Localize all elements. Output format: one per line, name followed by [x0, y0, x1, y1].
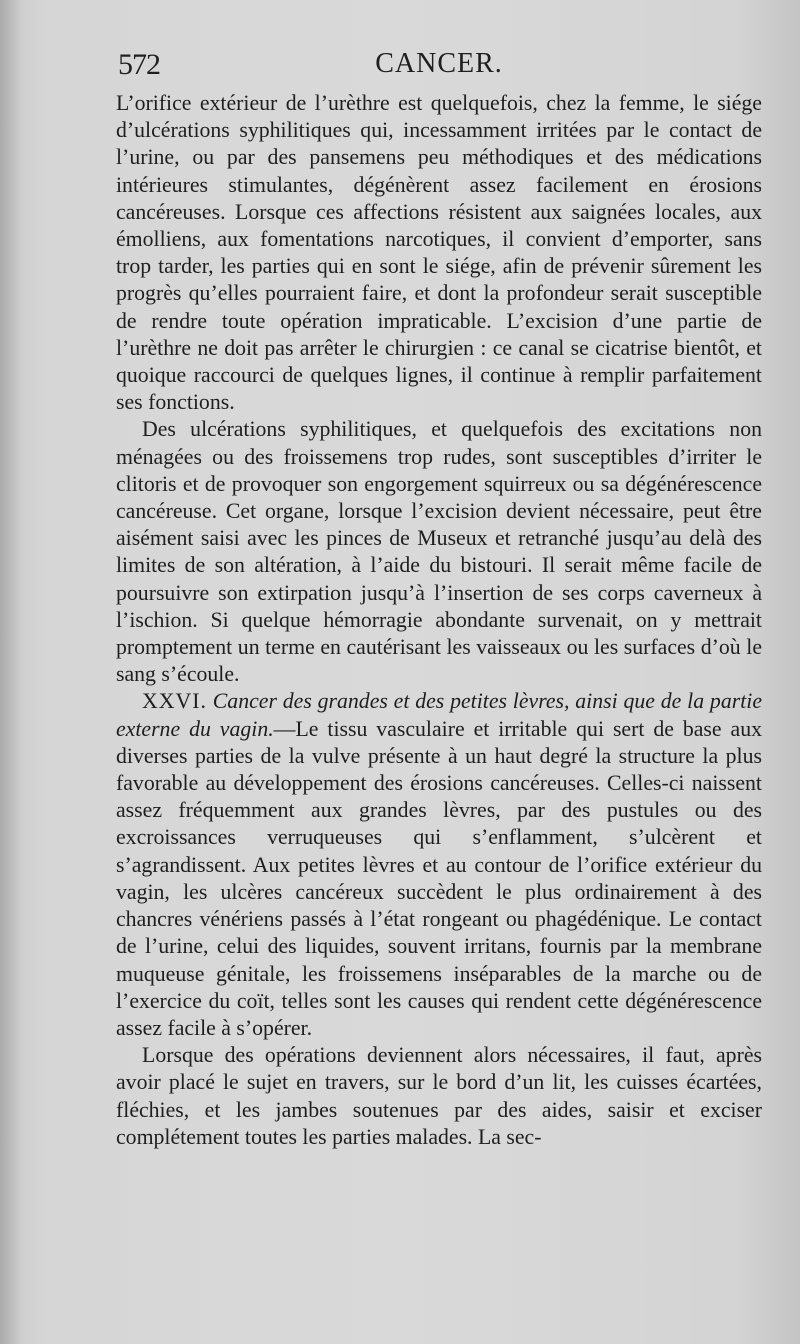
section-xxvi	[116, 688, 762, 1042]
section-title: Cancer des grandes et des petites lèvres, ainsi que de la partie externe du vagin.	[116, 689, 762, 741]
body-text	[116, 90, 762, 1151]
paragraph-clitoris: Des ulcérations syphilitiques, et quelquefois des excitations non ménagées ou des froissemens trop rudes, sont susceptibles d’irriter le clitoris et de provoquer son engorgement squirreux ou sa dégénérescence cancéreuse. Cet organe, lorsque l’excision devient nécessaire, peut être aisément saisi avec les pinces de Museux et retranché jusqu’au delà des limites de son altération, à l’aide du bistouri. Il serait même facile de poursuivre son extirpation jusqu’à l’insertion de ses corps caverneux à l’ischion. Si quelque hémorragie abondante survenait, on y mettrait promptement un terme en cautérisant les vaisseaux ou les surfaces d’où le sang s’écoule.	[116, 417, 762, 687]
page-header	[118, 48, 760, 84]
paragraph-urethra: L’orifice extérieur de l’urèthre est quelquefois, chez la femme, le siége d’ulcérations syphilitiques qui, incessamment irritées par le contact de l’urine, ou par des pansemens peu méthodiques et des médications intérieures stimulantes, dégénèrent assez facilement en érosions cancéreuses. Lorsque ces affections résistent aux saignées locales, aux émolliens, aux fomentations narcotiques, il convient d’emporter, sans trop tarder, les parties qui en sont le siége, afin de prévenir sûrement les progrès qu’elles pourraient faire, et dont la profondeur serait susceptible de rendre toute opération impraticable. L’excision d’une partie de l’urèthre ne doit pas arrêter le chirurgien : ce canal se cicatrise bientôt, et quoique raccourci de quelques lignes, il continue à remplir parfaitement ses fonctions.	[116, 91, 762, 415]
page-gutter-shadow	[0, 0, 22, 1344]
page-number: 572	[118, 48, 160, 81]
paragraph-operations: Lorsque des opérations deviennent alors nécessaires, il faut, après avoir placé le sujet en travers, sur le bord d’un lit, les cuisses écartées, fléchies, et les jambes soutenues par des aides, saisir et exciser complétement toutes les parties malades. La sec-	[116, 1043, 762, 1149]
section-number: XXVI.	[142, 689, 207, 714]
section-text: —Le tissu vasculaire et irritable qui sert de base aux diverses parties de la vulve présente à un haut degré la structure la plus favorable au développement des érosions cancéreuses. Celles-ci naissent assez fréquemment aux grandes lèvres, par des pustules ou des excroissances verruqueuses qui s’enflamment, s’ulcèrent et s’agrandissent. Aux petites lèvres et au contour de l’orifice extérieur du vagin, les ulcères cancéreux succèdent le plus ordinairement à des chancres vénériens passés à l’état rongeant ou phagédénique. Le contact de l’urine, celui des liquides, souvent irritans, fournis par la membrane muqueuse génitale, les froissemens inséparables de la marche ou de l’exercice du coït, telles sont les causes qui rendent cette dégénérescence assez facile à s’opérer.	[116, 716, 762, 1040]
running-title: CANCER.	[375, 48, 503, 79]
